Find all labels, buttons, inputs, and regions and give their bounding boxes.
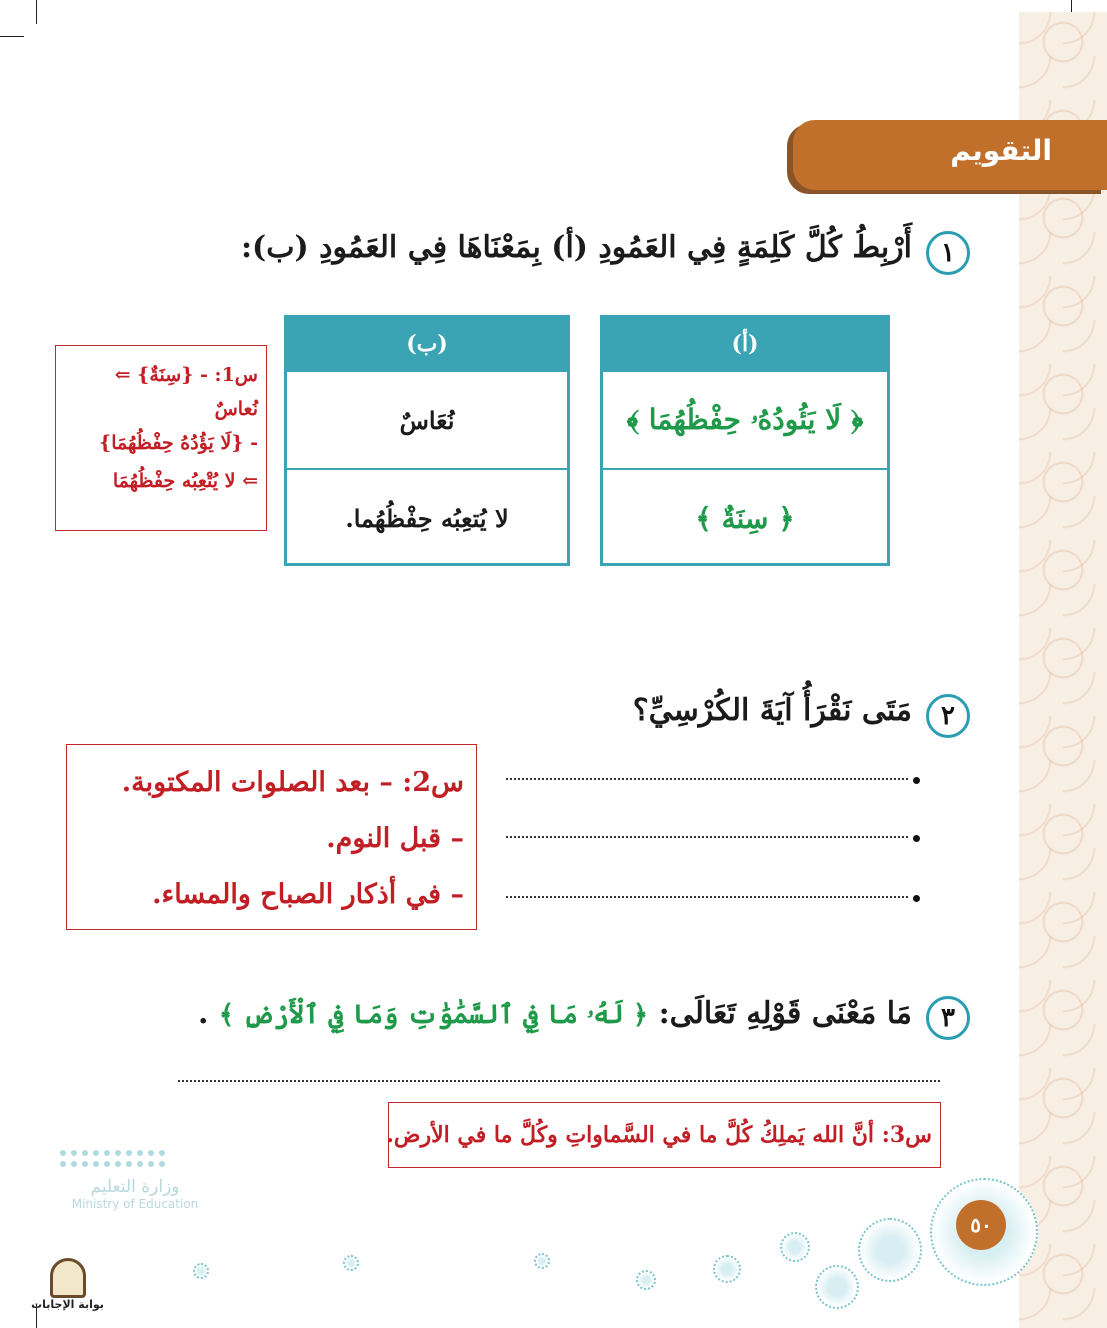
ministry-logo xyxy=(60,1150,210,1211)
column-a-header: (أ) xyxy=(603,318,887,370)
decorative-rosette xyxy=(815,1265,859,1309)
ministry-name-ar: وزارة التعليم xyxy=(90,1177,180,1197)
ministry-name-en: Ministry of Education xyxy=(71,1197,199,1211)
bullet xyxy=(913,835,920,842)
page-number: ٥٠ xyxy=(956,1200,1006,1250)
question-3-text xyxy=(198,996,912,1031)
answer-2-line: – قبل النوم. xyxy=(326,823,464,854)
portal-name: بوابة الإجابات xyxy=(31,1298,104,1311)
answer-line xyxy=(506,778,908,780)
decorative-rosette xyxy=(780,1232,810,1262)
answer-line xyxy=(178,1080,940,1082)
crop-mark xyxy=(36,0,37,24)
section-header xyxy=(793,120,1107,190)
decorative-rosette xyxy=(193,1263,209,1279)
portal-logo xyxy=(30,1258,105,1311)
decorative-rosette xyxy=(858,1218,922,1282)
answer-box-2 xyxy=(66,744,477,930)
question-3-suffix: . xyxy=(197,996,209,1031)
answer-2-line: – في أذكار الصباح والمساء. xyxy=(152,879,464,910)
answer-1-line: ⇐ لا يُتْعِبُه حِفْظُهُمَا xyxy=(112,470,258,492)
decorative-rosette xyxy=(534,1253,550,1269)
answer-1-line: - {لَا يَؤُدُهُ حِفْظُهُمَا} xyxy=(99,432,258,454)
crop-mark xyxy=(0,36,24,37)
column-b-row: لا يُتعِبُه حِفْظُهُما. xyxy=(287,468,567,566)
column-a-table xyxy=(600,315,890,566)
bullet xyxy=(913,895,920,902)
answer-1-line: س1: - {سِنَةٌ} ⇐ xyxy=(114,364,258,386)
answer-1-line: نُعاسٌ xyxy=(214,398,258,420)
decorative-rosette xyxy=(343,1255,359,1271)
answer-line xyxy=(506,836,908,838)
answer-2-line: س2: – بعد الصلوات المكتوبة. xyxy=(121,767,464,798)
decorative-side-pattern xyxy=(1019,12,1107,1328)
column-b-header: (ب) xyxy=(287,318,567,370)
decorative-rosette xyxy=(636,1270,656,1290)
question-number-3: ٣ xyxy=(926,996,970,1040)
question-number-1: ١ xyxy=(926,231,970,275)
question-3-prefix: مَا مَعْنَى قَوْلِهِ تَعَالَى: xyxy=(658,996,912,1031)
question-2-text: مَتَى نَقْرَأُ آيَةَ الكُرْسِيِّ؟ xyxy=(632,693,912,728)
question-3-ayah: ﴿ لَهُۥ مَا فِي ٱلسَّمَٰوَٰتِ وَمَا فِي ٱلْأَرْضِ ﴾ xyxy=(218,1000,649,1030)
bullet xyxy=(913,777,920,784)
answer-3-text: س3: أنَّ الله يَملِكُ كُلَّ ما في السَّماواتِ وكُلَّ ما في الأرض. xyxy=(386,1122,932,1148)
answer-line xyxy=(506,896,908,898)
portal-icon xyxy=(50,1258,86,1298)
ministry-logo-dots xyxy=(60,1150,210,1167)
answer-box-1 xyxy=(55,345,267,531)
column-b-row: نُعَاسٌ xyxy=(287,370,567,468)
decorative-rosette xyxy=(713,1255,741,1283)
section-title: التقويم xyxy=(950,134,1052,167)
question-number-2: ٢ xyxy=(926,694,970,738)
column-a-row: ﴿ لَا يَئُودُهُۥ حِفْظُهُمَا ﴾ xyxy=(603,370,887,468)
column-a-row: ﴿ سِنَةٌ ﴾ xyxy=(603,468,887,566)
answer-box-3 xyxy=(388,1102,941,1168)
question-1-text: أَرْبِطُ كُلَّ كَلِمَةٍ فِي العَمُودِ (أ) بِمَعْنَاهَا فِي العَمُودِ (ب): xyxy=(240,230,912,265)
column-b-table xyxy=(284,315,570,566)
